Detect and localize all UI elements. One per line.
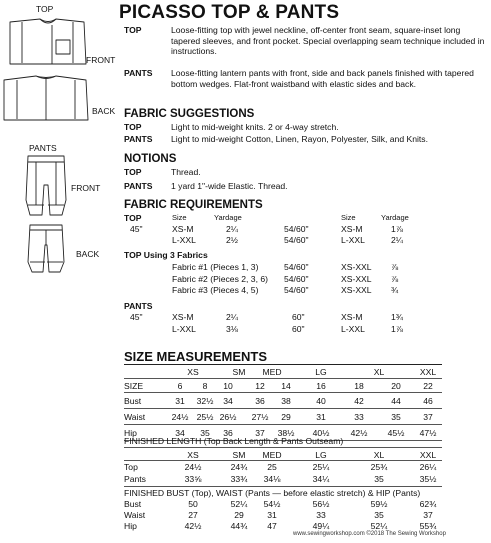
finished-value: 35 [374, 510, 384, 520]
fabric-req-top3-label: Fabric #3 (Pieces 4, 5) [172, 285, 259, 295]
fabric-req-pants-size: L-XXL [172, 324, 196, 334]
finished-length-row-label: Top [124, 462, 138, 472]
table-divider [124, 392, 442, 393]
notions-pants-text: 1 yard 1"-wide Elastic. Thread. [171, 181, 288, 191]
size-number: 12 [255, 381, 265, 391]
fabric-req-top3-yardage: ⅞ [391, 273, 399, 284]
table-divider [124, 408, 442, 409]
body-measure-value: 44 [391, 396, 401, 406]
garment-illustrations [0, 0, 118, 275]
fabric-req-pants-width: 45" [130, 312, 143, 322]
finished-value: 33 [316, 510, 326, 520]
size-measurements-heading: SIZE MEASUREMENTS [124, 349, 268, 364]
body-measure-value: 38 [281, 396, 291, 406]
pants-back-label: BACK [76, 249, 100, 259]
fabric-suggestions-heading: FABRIC SUGGESTIONS [124, 108, 255, 120]
fabric-req-top3-yardage: ¾ [391, 285, 399, 295]
body-measure-value: 26½ [219, 412, 237, 422]
fabric-req-top3-label: Fabric #2 (Pieces 2, 3, 6) [172, 273, 269, 284]
body-measure-value: 34 [223, 396, 233, 406]
fabric-req-size-header-2: Size [341, 213, 356, 222]
finished-value: 52¼ [370, 521, 388, 531]
finished-value: 52¼ [230, 499, 248, 509]
size-number: 20 [391, 381, 401, 391]
finished-length-value: 25¼ [312, 462, 330, 472]
fabric-suggestions-pants-text: Light to mid-weight Cotton, Linen, Rayon, Polyester, Silk, and Knits. [171, 134, 428, 144]
fabric-req-top-size2: L-XXL [341, 235, 365, 245]
finished-value: 44¾ [230, 521, 248, 531]
body-measure-value: 45½ [387, 428, 405, 438]
fabric-req-pants-yardage: 2¼ [226, 312, 238, 322]
finished-length-value: 35 [374, 474, 384, 484]
pants-drawing-label: PANTS [29, 143, 57, 153]
body-measure-value: 46 [423, 396, 433, 406]
size-row-label: SIZE [124, 381, 144, 391]
finished-length-group-header: XL [373, 450, 385, 460]
body-measure-label: Bust [124, 396, 142, 406]
body-measure-value: 35 [200, 428, 210, 438]
body-measure-value: 35 [391, 412, 401, 422]
table-divider [124, 424, 442, 425]
finished-length-group-header: SM [232, 450, 246, 460]
finished-value: 49¼ [312, 521, 330, 531]
fabric-req-top3-width: 54/60" [284, 285, 309, 295]
finished-value: 59½ [370, 499, 388, 509]
finished-length-value: 24¾ [230, 462, 248, 472]
fabric-req-pants-size2: XS-M [341, 312, 363, 322]
finished-length-group-header: LG [315, 450, 327, 460]
top-drawing-label: TOP [36, 4, 54, 14]
size-number: 8 [202, 381, 208, 391]
size-number: 16 [316, 381, 326, 391]
finished-length-value: 34⅛ [263, 474, 281, 484]
fabric-req-top-width2: 54/60" [284, 235, 309, 245]
pants-front-drawing [26, 156, 66, 215]
finished-length-value: 35½ [419, 474, 437, 484]
finished-bust-label: FINISHED BUST (Top), WAIST (Pants — before elastic stretch) & HIP (Pants) [124, 488, 421, 498]
size-number: 14 [281, 381, 291, 391]
body-measure-value: 24½ [171, 412, 189, 422]
finished-length-group-header: MED [262, 450, 282, 460]
fabric-req-top3-label: Fabric #1 (Pieces 1, 3) [172, 262, 259, 272]
finished-value: 62¾ [419, 499, 437, 509]
body-measure-value: 27½ [251, 412, 269, 422]
finished-length-group-header: XS [187, 450, 199, 460]
description-top [124, 25, 491, 57]
finished-length-value: 26¼ [419, 462, 437, 472]
fabric-req-top-size: L-XXL [172, 235, 196, 245]
fabric-req-top-size2: XS-M [341, 224, 363, 234]
fabric-suggestions-top-key: TOP [124, 122, 142, 132]
fabric-suggestions-top-text: Light to mid-weight knits. 2 or 4-way stretch. [171, 122, 339, 132]
fabric-suggestions-top [124, 122, 339, 132]
fabric-req-top3-width: 54/60" [284, 262, 309, 272]
pants-back-drawing [28, 225, 64, 272]
fabric-req-pants-key: PANTS [124, 301, 153, 311]
body-measure-value: 25½ [196, 412, 214, 422]
notions-heading: NOTIONS [124, 153, 177, 165]
fabric-req-top3-key: TOP Using 3 Fabrics [124, 250, 208, 260]
body-measure-value: 36 [255, 396, 265, 406]
copyright-credit: www.sewingworkshop.com ©2018 The Sewing Workshop [293, 531, 446, 537]
description-top-key: TOP [124, 25, 142, 35]
finished-value: 56½ [312, 499, 330, 509]
body-measure-value: 31 [316, 412, 326, 422]
fabric-req-pants-width2: 60" [292, 324, 305, 334]
finished-length-label: FINISHED LENGTH (Top Back Length & Pants Outseam) [124, 436, 344, 446]
body-measure-value: 38½ [277, 428, 295, 438]
fabric-req-top-width2: 54/60" [284, 224, 309, 234]
body-measure-value: 32½ [196, 396, 214, 406]
fabric-req-top-yardage: 2½ [226, 235, 238, 245]
finished-length-value: 33¾ [230, 474, 248, 484]
size-number: 22 [423, 381, 433, 391]
fabric-req-top-size: XS-M [172, 224, 194, 234]
size-number: 18 [354, 381, 364, 391]
notions-pants [124, 181, 288, 191]
finished-value: 29 [234, 510, 244, 520]
fabric-req-top3-size: XS-XXL [341, 285, 372, 295]
fabric-req-top-width: 45" [130, 224, 143, 234]
body-measure-value: 47½ [419, 428, 437, 438]
notions-top [124, 167, 201, 177]
fabric-req-yardage-header-2: Yardage [381, 213, 409, 222]
body-measure-value: 29 [281, 412, 291, 422]
finished-value: 54½ [263, 499, 281, 509]
size-group-header: XL [373, 367, 385, 377]
body-measure-value: 33 [354, 412, 364, 422]
finished-length-value: 24½ [184, 462, 202, 472]
description-pants-text: Loose-fitting lantern pants with front, side and back panels finished with tapered bottom wedges. Flat-front waistband with elastic sides and back. [171, 68, 474, 89]
description-pants [124, 68, 491, 89]
fabric-req-yardage-header: Yardage [214, 213, 242, 222]
notions-top-key: TOP [124, 167, 142, 177]
page-title: PICASSO TOP & PANTS [119, 2, 340, 23]
fabric-req-top3-size: XS-XXL [341, 273, 372, 284]
finished-value: 37 [423, 510, 433, 520]
body-measure-value: 37 [423, 412, 433, 422]
top-back-drawing [4, 76, 88, 120]
fabric-suggestions-pants [124, 134, 428, 144]
finished-value: 47 [267, 521, 277, 531]
fabric-req-pants-size: XS-M [172, 312, 194, 322]
pants-front-label: FRONT [71, 183, 101, 193]
top-front-drawing [10, 19, 86, 64]
finished-length-value: 25¾ [370, 462, 388, 472]
table-divider [124, 378, 442, 379]
fabric-req-pants-size2: L-XXL [341, 324, 365, 334]
size-group-header: SM [232, 367, 246, 377]
top-back-label: BACK [92, 106, 116, 116]
size-group-header: MED [262, 367, 282, 377]
finished-value: 31 [267, 510, 277, 520]
fabric-req-pants-yardage2: 1¾ [391, 312, 403, 322]
body-measure-label: Hip [124, 428, 137, 438]
finished-value: 55¾ [419, 521, 437, 531]
body-measure-value: 42 [354, 396, 364, 406]
fabric-req-top-yardage2: 2¼ [391, 235, 403, 245]
body-measure-value: 42½ [350, 428, 368, 438]
fabric-req-size-header: Size [172, 213, 187, 222]
body-measure-label: Waist [124, 412, 146, 422]
finished-row-label: Waist [124, 510, 146, 520]
fabric-req-pants-yardage2: 1⅞ [391, 324, 403, 334]
fabric-req-top-key: TOP [124, 213, 142, 223]
fabric-req-top3-width: 54/60" [284, 273, 309, 284]
fabric-req-top-yardage2: 1⅞ [391, 224, 403, 234]
finished-value: 50 [188, 499, 198, 509]
finished-length-value: 33⅝ [184, 474, 202, 484]
table-divider [124, 460, 442, 461]
finished-length-row-label: Pants [124, 474, 146, 484]
size-number: 6 [177, 381, 183, 391]
finished-length-value: 25 [267, 462, 277, 472]
top-front-label: FRONT [86, 55, 116, 65]
finished-length-group-header: XXL [419, 450, 437, 460]
description-top-text: Loose-fitting top with jewel neckline, off-center front seam, square-inset long tapered sleeves, and front pocket. Special overlapping seam technique included in instructions. [171, 25, 485, 57]
fabric-req-pants-width2: 60" [292, 312, 305, 322]
body-measure-value: 36 [223, 428, 233, 438]
table-divider [124, 364, 442, 365]
size-number: 10 [223, 381, 233, 391]
description-pants-key: PANTS [124, 68, 153, 78]
fabric-req-pants-yardage: 3⅛ [226, 324, 238, 334]
size-group-header: XS [187, 367, 199, 377]
table-divider [124, 447, 442, 448]
finished-row-label: Hip [124, 521, 137, 531]
fabric-requirements-heading: FABRIC REQUIREMENTS [124, 199, 263, 211]
size-group-header: LG [315, 367, 327, 377]
table-divider [124, 486, 442, 487]
body-measure-value: 40½ [312, 428, 330, 438]
body-measure-value: 37 [255, 428, 265, 438]
notions-top-text: Thread. [171, 167, 201, 177]
fabric-req-top3-size: XS-XXL [341, 262, 372, 272]
body-measure-value: 40 [316, 396, 326, 406]
size-group-header: XXL [419, 367, 437, 377]
body-measure-value: 31 [175, 396, 185, 406]
finished-length-value: 34¼ [312, 474, 330, 484]
finished-value: 27 [188, 510, 198, 520]
fabric-req-top-yardage: 2¼ [226, 224, 238, 234]
notions-pants-key: PANTS [124, 181, 153, 191]
finished-row-label: Bust [124, 499, 142, 509]
finished-value: 42½ [184, 521, 202, 531]
fabric-suggestions-pants-key: PANTS [124, 134, 153, 144]
body-measure-value: 34 [175, 428, 185, 438]
fabric-req-top3-yardage: ⅞ [391, 262, 399, 272]
